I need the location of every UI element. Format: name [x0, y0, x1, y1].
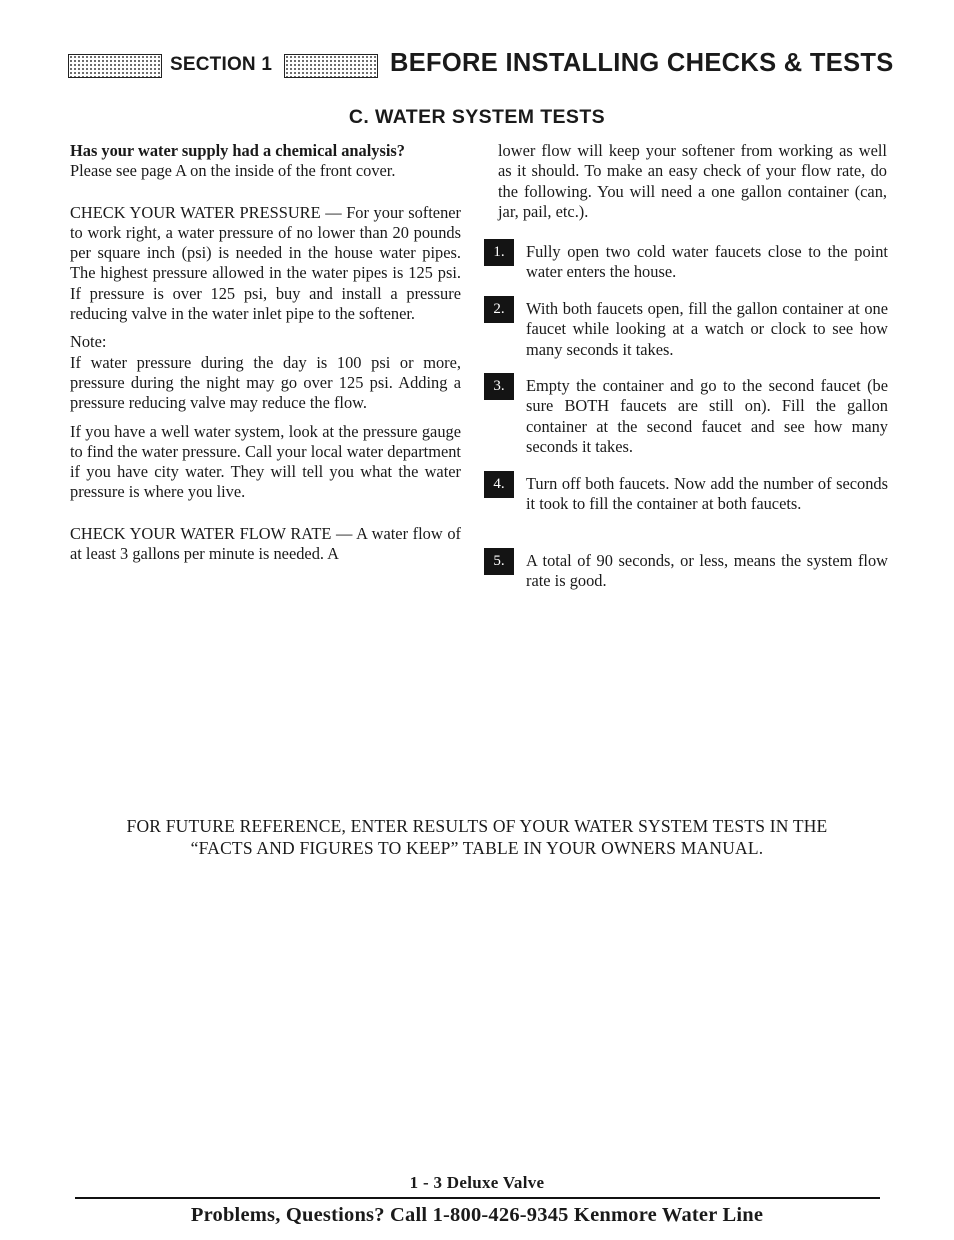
flow-paragraph-start: CHECK YOUR WATER FLOW RATE — A water flow of at least 3 gallons per minute is needed. A — [70, 523, 461, 564]
reference-note — [0, 815, 954, 859]
page-subtitle: C. WATER SYSTEM TESTS — [348, 106, 606, 128]
step-text: With both faucets open, fill the gallon container at one faucet while looking at a watch or clock to see how many seconds it takes. — [526, 299, 888, 359]
step-number-badge: 3. — [484, 373, 514, 400]
note-text: If water pressure during the day is 100 psi or more, pressure during the night may go over 125 psi. Adding a pressure reducing valve may reduce the flow. — [70, 352, 461, 413]
note-label: Note: — [70, 332, 107, 352]
hatch-decoration-left — [68, 54, 162, 78]
step-text: Empty the container and go to the second faucet (be sure BOTH faucets are still on). Fill the gallon container at the second faucet and see how many seconds it takes. — [526, 376, 888, 456]
step-text: Fully open two cold water faucets close to the point water enters the house. — [526, 242, 888, 282]
flow-paragraph-continued: lower flow will keep your softener from working as well as it should. To make an easy check of your flow rate, do the following. You will need a one gallon container (can, jar, pail, etc.). — [498, 141, 887, 221]
footer-helpline: Problems, Questions? Call 1-800-426-9345 Kenmore Water Line — [190, 1204, 764, 1226]
well-paragraph: If you have a well water system, look at the pressure gauge to find the water pressure. Call your local water department if you have city water. They will tell you what the water pressure is where you live. — [70, 421, 461, 502]
left-column — [70, 141, 461, 564]
analysis-question: Has your water supply had a chemical analysis? — [70, 141, 405, 160]
section-title: BEFORE INSTALLING CHECKS & TESTS — [390, 49, 894, 77]
analysis-answer: Please see page A on the inside of the front cover. — [70, 161, 396, 181]
step-number-badge: 1. — [484, 239, 514, 266]
step-number-badge: 5. — [484, 548, 514, 575]
reference-note-line-2: “FACTS AND FIGURES TO KEEP” TABLE IN YOUR OWNERS MANUAL. — [190, 838, 764, 858]
page-number: 1 - 3 Deluxe Valve — [409, 1173, 545, 1192]
step-number-badge: 2. — [484, 296, 514, 323]
step-text: A total of 90 seconds, or less, means the system flow rate is good. — [526, 551, 888, 591]
step-number-badge: 4. — [484, 471, 514, 498]
section-header — [68, 49, 894, 81]
reference-note-line-1: FOR FUTURE REFERENCE, ENTER RESULTS OF YOUR WATER SYSTEM TESTS IN THE — [126, 816, 828, 836]
step-text: Turn off both faucets. Now add the number of seconds it took to fill the container at both faucets. — [526, 474, 888, 514]
right-column — [498, 141, 887, 222]
hatch-decoration-right — [284, 54, 378, 78]
footer-divider — [75, 1197, 880, 1199]
pressure-paragraph: CHECK YOUR WATER PRESSURE — For your softener to work right, a water pressure of no lower than 20 pounds per square inch (psi) is needed in the house water pipes. The highest pressure allowed in the water pipes is 125 psi. If pressure is over 125 psi, buy and install a pressure reducing valve in the water inlet pipe to the softener. — [70, 202, 461, 324]
section-label: SECTION 1 — [170, 54, 273, 75]
